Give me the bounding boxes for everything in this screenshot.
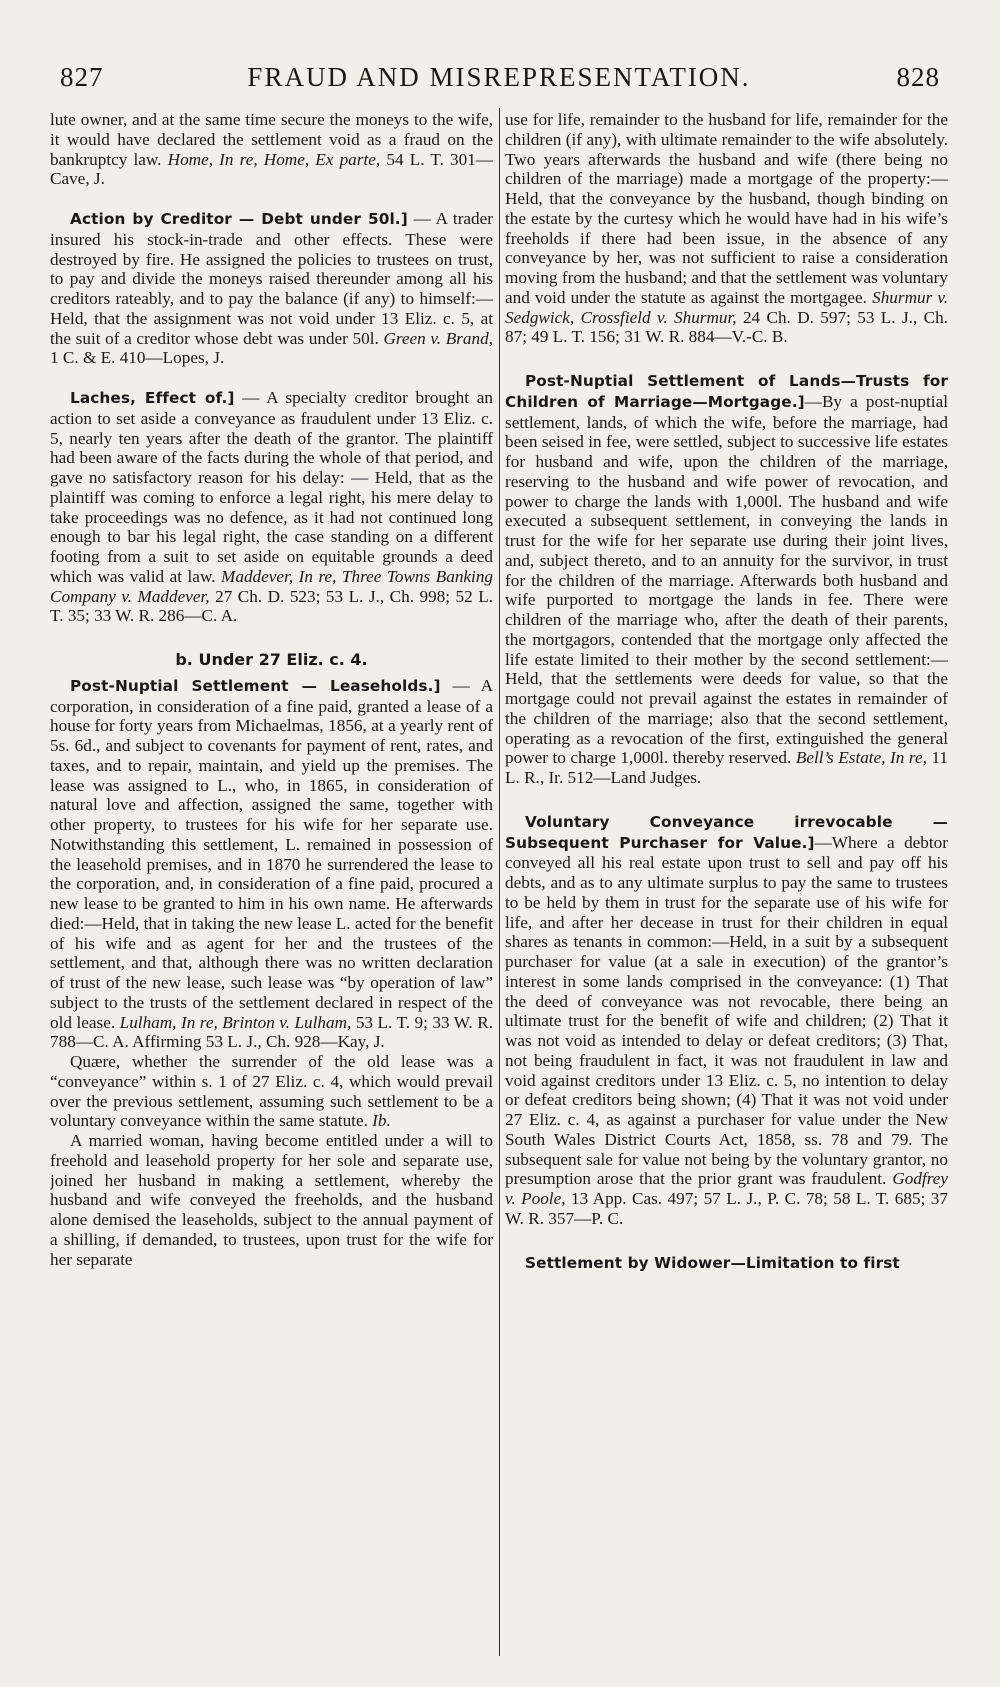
citation: 24 Ch. D. 597; 53 L. J., Ch. 87; 49 L. T. 156; 31 W. R. 884—V.-C. B. — [505, 307, 948, 347]
paragraph — [505, 1253, 948, 1274]
body-text: — A specialty creditor brought an action to set aside a conveyance as fraudulent under 13 Eliz. c. 5, nearly ten years after the death of the grantor. The plaintiff had been aware of the facts during the whole of that period, and gave no satisfactory reason for his delay: — Held, that as the plaintiff was coming to enforce a legal right, his mere delay to take proceedings was no defence, as it had not continued long enough to bar his legal right, the case standing on a different footing from a suit to set aside on equitable grounds a deed which was valid at law. — [50, 388, 493, 586]
paragraph — [50, 209, 493, 368]
case-name: Bell’s Estate, In re, — [795, 748, 927, 768]
paragraph — [50, 388, 493, 626]
paragraph — [505, 371, 948, 788]
paragraph — [50, 676, 493, 1052]
citation: 1 C. & E. 410—Lopes, J. — [50, 348, 225, 368]
paragraph — [505, 812, 948, 1229]
body-text: — A corporation, in consideration of a fine paid, granted a lease of a house for forty years from Michaelmas, 1856, at a yearly rent of 5s. 6d., and subject to covenants for payment of rent, rates, and taxes, and to repair, maintain, and yield up the premises. The lease was assigned to L., who, in 1865, in consideration of natural love and affection, assigned the same, together with other property, to trustees for his wife for her separate use. Notwithstanding this settlement, L. remained in possession of the leasehold premises, and in 1870 he surrendered the lease to the corporation, and, in consideration of a fine paid, procured a new lease to be granted to him in his own name. He afterwards died:—Held, that in taking the new lease L. acted for the benefit of his wife and as agent for her and the trustees of the settlement, and that, although there was no written declaration of trust of the new lease, such lease was “by operation of law” subject to the trusts of the settlement declared in respect of the old lease. — [50, 675, 493, 1032]
section-heading: Post-Nuptial Settlement — Leaseholds.] — [70, 676, 441, 695]
body-text: use for life, remainder to the husband for life, remainder for the children (if any), with ultimate remainder to the wife absolutely. Two years afterwards the husband and wife (there being no children of the marriage) made a mortgage of the property:—Held, that the conveyance by the husband, though binding on the estate by the curtesy which he would have had in his wife’s freeholds if there had been issue, in the absence of any conveyance by her, was not sufficient to raise a consideration moving from the husband; and that the settlement was voluntary and void under the statute as against the mortgagee. — [505, 110, 948, 307]
body-text: A married woman, having become entitled under a will to freehold and leasehold property for her sole and separate use, joined her husband in making a settlement, whereby the husband and wife conveyed the freeholds, and the husband alone demised the leaseholds, subject to the annual payment of a shilling, if demanded, to trustees, upon trust for the wife for her separate — [50, 1131, 493, 1269]
case-name: Home, In re, Home, Ex parte, — [167, 149, 381, 169]
citation: 11 L. R., Ir. 512—Land Judges. — [505, 748, 948, 787]
case-name: Maddever, In re, Three Towns Banking Company v. Maddever, — [50, 566, 493, 606]
body-text: Quære, whether the surrender of the old lease was a “conveyance” within s. 1 of 27 Eliz. c. 4, which would prevail over the previous settlement, assuming such settlement to be a voluntary conveyance within the same statute. — [50, 1052, 493, 1131]
case-name: Green v. Brand, — [383, 328, 493, 348]
body-text: —Where a debtor conveyed all his real estate upon trust to sell and pay off his debts, and as to any ultimate surplus to pay the same to trustees to be held by them in trust for the separate use of his wife for life, and after her decease in trust for their children in equal shares as tenants in common:—Held, in a suit by a subsequent purchaser for value (at a sale in execution) of the grantor’s interest in some lands comprised in the conveyance: (1) That the deed of conveyance was not revocable, there being an ultimate trust for the benefit of wife and children; (2) That it was not void as intended to delay or defeat creditors; (3) That, not being fraudulent in fact, it was not fraudulent in law and void against creditors under 13 Eliz. c. 5, no intention to delay or defeat creditors being shown; (4) That it was not void under 27 Eliz. c. 4, as against a purchaser for value under the New South Wales District Courts Act, 1858, ss. 78 and 79. The subsequent sale for value not being by the voluntary grantor, no presumption arose that the prior grant was fraudulent. — [505, 832, 948, 1189]
section-heading: Post-Nuptial Settlement of Lands—Trusts for Children of Marriage—Mortgage.] — [505, 372, 948, 411]
citation: 54 L. T. 301—Cave, J. — [50, 149, 493, 189]
column-divider — [499, 108, 500, 1656]
paragraph — [505, 110, 948, 347]
section-heading: Action by Creditor — Debt under 50l.] — [70, 210, 408, 228]
case-name: Godfrey v. Poole, — [505, 1169, 948, 1208]
case-name: Shurmur v. Sedgwick, Crossfield v. Shurmur, — [505, 287, 948, 327]
section-heading: Laches, Effect of.] — [70, 389, 235, 407]
running-head — [50, 62, 948, 102]
page-number-left: 827 — [60, 62, 104, 92]
body-text: — A trader insured his stock-in-trade and other effects. These were destroyed by fire. He assigned the policies to trustees on trust, to pay and divide the moneys raised thereunder among all his creditors rateably, and to pay the balance (if any) to himself:—Held, that the assignment was not void under 13 Eliz. c. 5, at the suit of a creditor whose debt was under 50l. — [50, 209, 493, 348]
page-title: FRAUD AND MISREPRESENTATION. — [247, 62, 751, 92]
paragraph — [50, 1131, 493, 1269]
citation: 27 Ch. D. 523; 53 L. J., Ch. 998; 52 L. T. 35; 33 W. R. 286—C. A. — [50, 586, 493, 626]
body-text: —By a post-nuptial settlement, lands, of which the wife, before the marriage, had been seised in fee, were settled, subject to successive life estates for husband and wife, upon the children of the marriage, reserving to the husband and wife power of revocation, and power to charge the lands with 1,000l. The husband and wife executed a subsequent settlement, in conveying the lands in trust for the wife for her separate use during their joint lives, and, subject thereto, and to an annuity for the survivor, in trust for the children of the marriage. Afterwards both husband and wife purported to mortgage the lands in fee. There were children of the marriage who, after the death of their parents, the mortgagors, contended that the mortgage only affected the life estate limited to their mother by the second settlement:—Held, that the settlements were deeds for value, so that the mortgage could not prevail against the estates in remainder of the children of the marriage; also that the second settlement, operating as a revocation of the first, extinguished the general power to charge 1,000l. thereby reserved. — [505, 391, 948, 768]
paragraph — [50, 1052, 493, 1131]
body-text: lute owner, and at the same time secure the moneys to the wife, it would have declared the settlement void as a fraud on the bankruptcy law. — [50, 110, 493, 169]
page-number-right: 828 — [896, 62, 940, 92]
subsection-heading: b. Under 27 Eliz. c. 4. — [175, 650, 368, 669]
right-column — [505, 110, 948, 1670]
section-heading: Voluntary Conveyance irrevocable — Subsequent Purchaser for Value.] — [505, 812, 948, 852]
case-name: Ib. — [372, 1111, 391, 1131]
citation: 53 L. T. 9; 33 W. R. 788—C. A. Affirming 53 L. J., Ch. 928—Kay, J. — [50, 1012, 493, 1052]
citation: 13 App. Cas. 497; 57 L. J., P. C. 78; 58 L. T. 685; 37 W. R. 357—P. C. — [505, 1189, 948, 1228]
section-heading: Settlement by Widower—Limitation to first — [525, 1253, 900, 1272]
left-column — [50, 110, 493, 1670]
case-name: Lulham, In re, Brinton v. Lulham, — [119, 1012, 352, 1032]
paragraph — [50, 110, 493, 189]
